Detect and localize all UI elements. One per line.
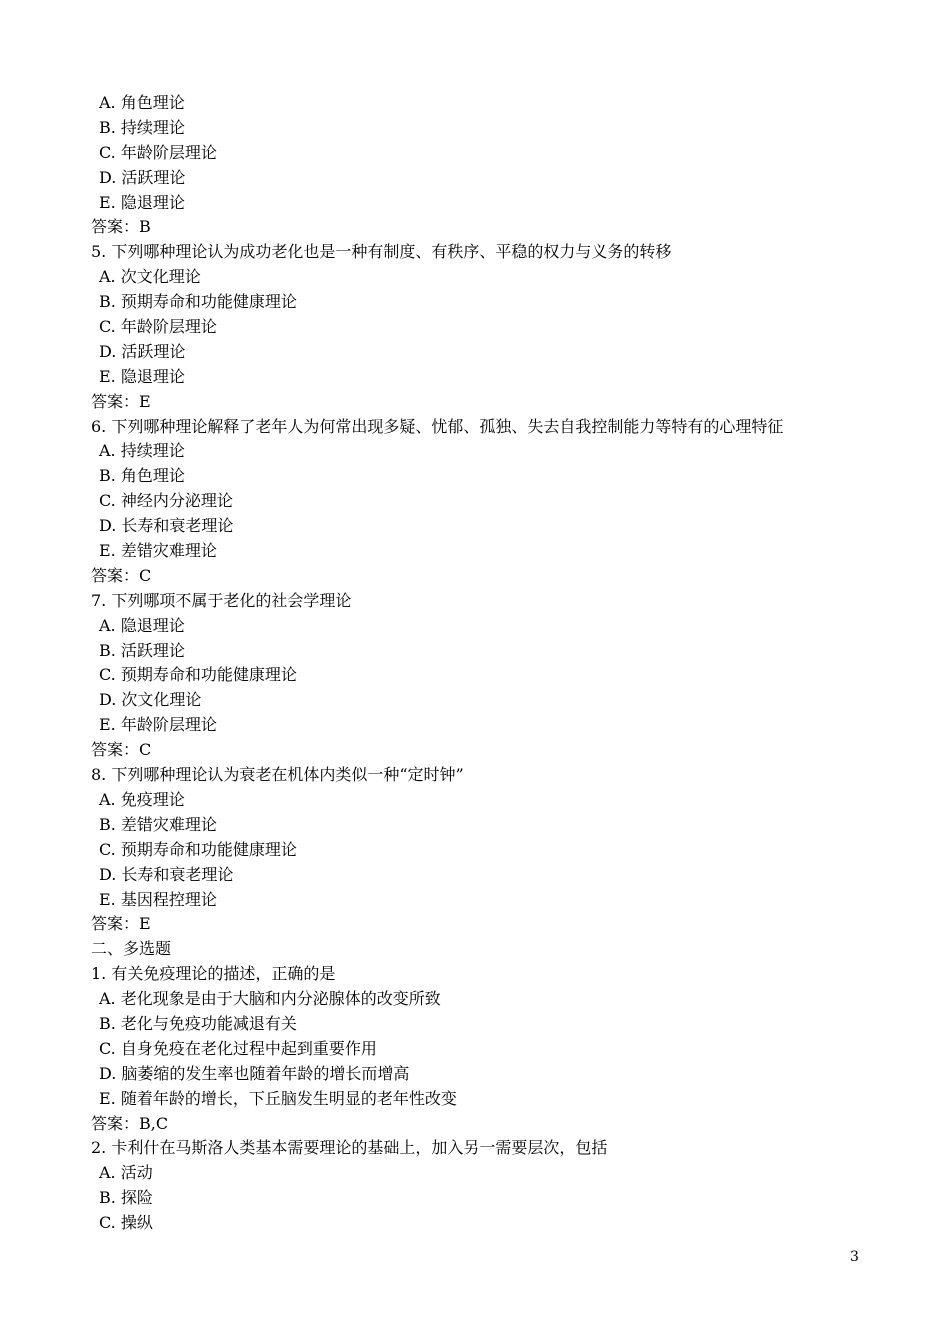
option-line: D. 脑萎缩的发生率也随着年龄的增长而增高 [99,1063,410,1083]
question-line: 2. 卡利什在马斯洛人类基本需要理论的基础上，加入另一需要层次，包括 [91,1138,608,1158]
option-line: E. 隐退理论 [99,192,185,212]
option-line: C. 神经内分泌理论 [99,491,233,511]
option-line: C. 自身免疫在老化过程中起到重要作用 [99,1038,377,1058]
option-line: A. 次文化理论 [99,267,201,287]
option-line: D. 长寿和衰老理论 [99,516,234,536]
option-line: E. 差错灾难理论 [99,541,217,561]
option-line: B. 角色理论 [99,466,185,486]
question-line: 6. 下列哪种理论解释了老年人为何常出现多疑、忧郁、孤独、失去自我控制能力等特有的心理特征 [91,416,784,436]
answer-line: 答案：C [91,740,152,760]
question-line: 5. 下列哪种理论认为成功老化也是一种有制度、有秩序、平稳的权力与义务的转移 [91,242,672,262]
option-line: D. 次文化理论 [99,690,202,710]
option-line: E. 随着年龄的增长，下丘脑发生明显的老年性改变 [99,1088,457,1108]
option-line: A. 老化现象是由于大脑和内分泌腺体的改变所致 [99,989,441,1009]
question-line: 1. 有关免疫理论的描述，正确的是 [91,964,336,984]
document-body [91,91,891,1236]
option-line: C. 操纵 [99,1213,153,1233]
option-line: B. 活跃理论 [99,640,185,660]
option-line: B. 差错灾难理论 [99,814,217,834]
option-line: E. 基因程控理论 [99,889,217,909]
option-line: B. 探险 [99,1188,153,1208]
option-line: E. 年龄阶层理论 [99,715,217,735]
option-line: B. 持续理论 [99,117,185,137]
section-line: 二、多选题 [91,939,172,959]
question-line: 7. 下列哪项不属于老化的社会学理论 [91,590,352,610]
option-line: C. 预期寿命和功能健康理论 [99,665,297,685]
answer-line: 答案：B [91,217,151,237]
answer-line: 答案：E [91,914,151,934]
option-line: C. 年龄阶层理论 [99,142,217,162]
option-line: C. 年龄阶层理论 [99,317,217,337]
answer-line: 答案：E [91,391,151,411]
option-line: B. 预期寿命和功能健康理论 [99,292,297,312]
option-line: A. 持续理论 [99,441,185,461]
option-line: E. 隐退理论 [99,366,185,386]
option-line: D. 活跃理论 [99,341,186,361]
option-line: D. 长寿和衰老理论 [99,864,234,884]
option-line: A. 隐退理论 [99,615,185,635]
option-line: A. 活动 [99,1163,153,1183]
answer-line: 答案：C [91,565,152,585]
answer-line: 答案：B,C [91,1113,169,1133]
page-number: 3 [850,1249,859,1265]
option-line: C. 预期寿命和功能健康理论 [99,839,297,859]
option-line: D. 活跃理论 [99,167,186,187]
option-line: A. 免疫理论 [99,789,185,809]
option-line: B. 老化与免疫功能减退有关 [99,1013,297,1033]
question-line: 8. 下列哪种理论认为衰老在机体内类似一种“定时钟” [91,765,464,785]
option-line: A. 角色理论 [99,93,185,112]
